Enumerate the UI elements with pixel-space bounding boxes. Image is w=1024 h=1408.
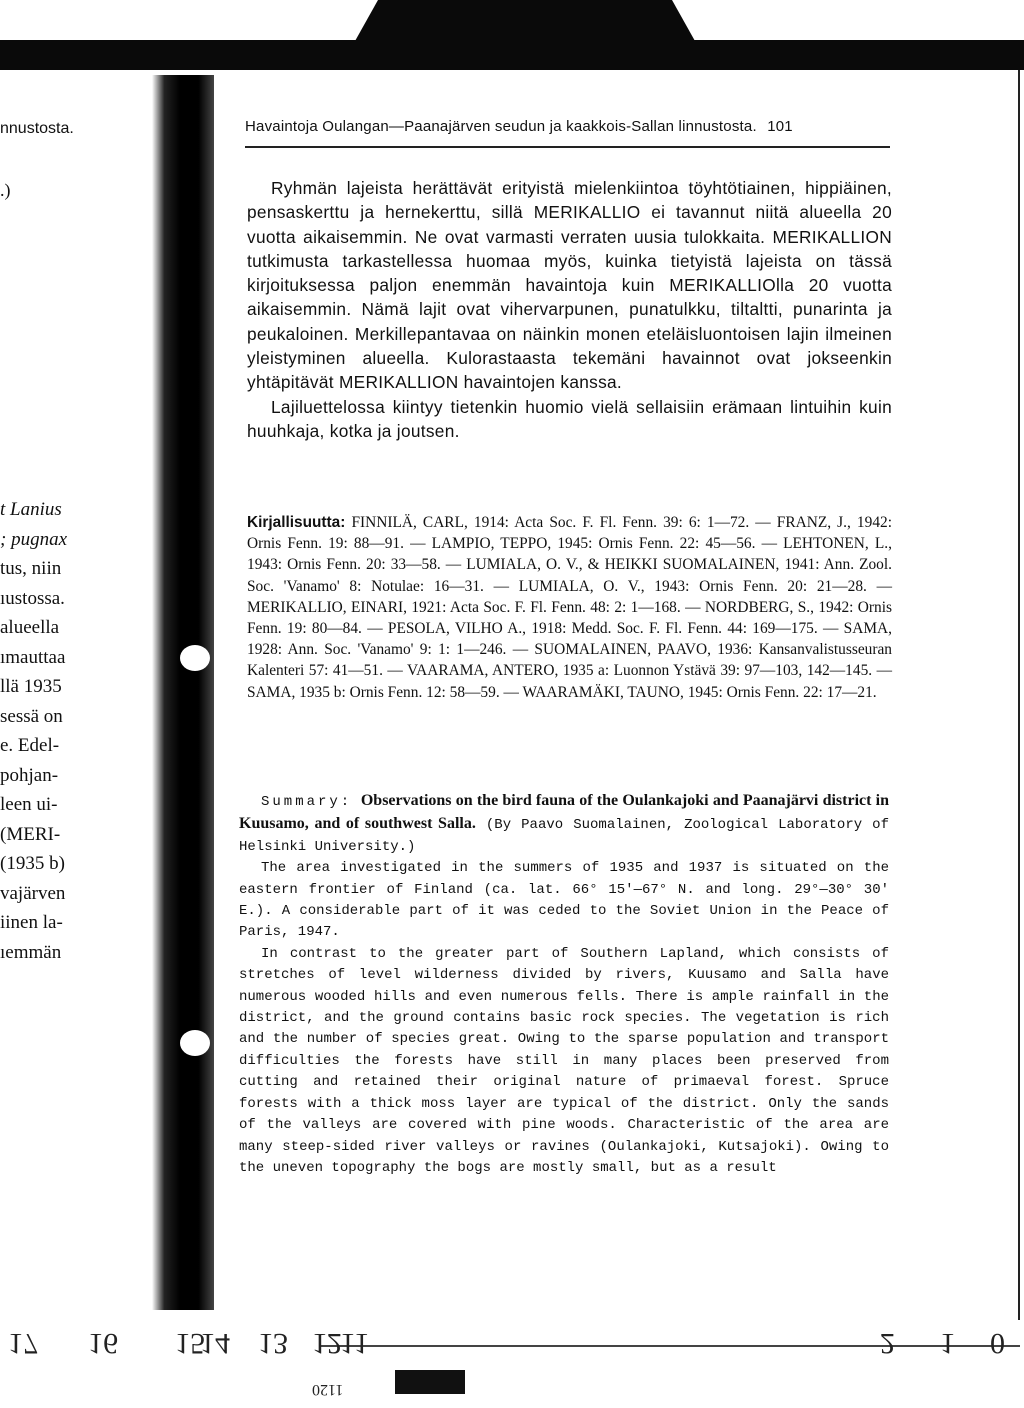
ruler-tab <box>395 1370 465 1394</box>
binding-notch <box>180 645 210 671</box>
references-text: FINNILÄ, CARL, 1914: Acta Soc. F. Fl. Fenn. 39: 6: 1—72. — FRANZ, J., 1942: Ornis Fenn. 19: 88—91. — LAMPIO, TEPPO, 1945: Ornis Fenn. 22: 45—56. — LEHTONEN, L., 1943: Ornis Fenn. 20: 33—58. — LUMIALA, O. V., & HEIKKI SUOMALAINEN, 1941: Ann. Zool. Soc. 'Vanamo' 8: Notulae: 16—31. — LUMIALA, O. V., 1943: Ornis Fenn. 20: 21—28. — MERIKALLIO, EINARI, 1921: Acta Soc. F. Fl. Fenn. 48: 2: 1—168. — NORDBERG, S., 1942: Ornis Fenn. 19: 80—84. — PESOLA, VILHO A., 1918: Medd. Soc. F. Fl. Fenn. 44: 169—175. — SAMA, 1928: Ann. Soc. 'Vanamo' 9: 1: 1—246. — SUOMALAINEN, PAAVO, 1936: Kansanvalistusseuran Kalenteri 57: 41—51. — VAARAMA, ANTERO, 1935 a: Luonnon Ystävä 39: 97—103, 142—145. — SAMA, 1935 b: Ornis Fenn. 12: 58—59. — WAARAMÄKI, TAUNO, 1945: Ornis Fenn. 22: 17—21. <box>247 514 892 701</box>
ruler-number: 17 <box>8 1327 38 1360</box>
book-binding-gutter <box>152 75 214 1310</box>
left-page-header: nnustosta. <box>0 120 74 137</box>
header-rule <box>245 146 890 148</box>
left-line: ıustossa. <box>0 587 65 609</box>
paragraph: In contrast to the greater part of Southern Lapland, which consists of stretches of level wilderness divided by rivers, Kuusamo and Salla have numerous wooded hills and even numerous fells. There is ample rainfall in the district, and the ground contains basic rock species. The vegetation is rich and the number of species great. Owing to the sparse population and transport difficulties the forests have still in many places been preserved from cutting and retained their original nature of primaeval forest. Spruce forests with a thick moss layer are typical of the district. Only the sands of the valleys are covered with pine woods. Characteristic of the area are many steep-sided river valleys or ravines (Oulankajoki, Kutsajoki). Owing to the uneven topography the bogs are mostly small, but as a result <box>239 945 889 1176</box>
ruler-number: 11 <box>340 1327 369 1360</box>
left-line: ımauttaa <box>0 646 66 668</box>
left-line: alueella <box>0 617 60 638</box>
ruler-corner-number: 1120 <box>312 1381 344 1398</box>
ruler-number: 15 <box>175 1327 205 1360</box>
paragraph: The area investigated in the summers of 1935 and 1937 is situated on the eastern frontier of Finland (ca. lat. 66° 15′—67° N. and long. 29°—30° 30′ E.). A considerable part of it was ceded to the Soviet Union in the Peace of Paris, 1947. <box>239 860 889 941</box>
ruler-number: 12 <box>312 1327 342 1360</box>
left-line: tus, niin <box>0 558 62 579</box>
left-page-fragment: .) <box>0 180 11 200</box>
running-head <box>245 118 890 135</box>
left-line: leen ui- <box>0 794 58 815</box>
scan-shadow-bar <box>0 40 1024 70</box>
page-number: 101 <box>767 118 793 135</box>
paragraph: Ryhmän lajeista herättävät erityistä mielenkiintoa töyhtötiainen, hippiäinen, pensaskerttu ja hernekerttu, sillä MERIKALLIO ei tavannut niitä alueella 20 vuotta aikaisemmin. Ne ovat varmasti verraten uusia tulokkaita. MERIKALLION tutkimusta tarkastellessa huomaa myös, kuinka tietyistä lajeista on tässä kirjoituksessa paljon enemmän havaintoja kuin MERIKALLIOlla 20 vuotta aikaisemmin. Nämä lajit ovat vihervarpunen, punatulkku, tiltaltti, punarinta ja peukaloinen. Merkillepantavaa on näinkin monen eteläisluontoisen lajin ilmeinen yleistyminen alueella. Kulorastaasta tekemäni havainnot ovat jokseenkin yhtäpitävät MERIKALLION havaintojen kanssa. <box>247 178 892 393</box>
paragraph: Lajiluettelossa kiintyy tietenkin huomio vielä sellaisiin erämaan lintuihin kuin huuhkaja, kotka ja joutsen. <box>247 396 892 441</box>
left-line: iinen la- <box>0 912 63 933</box>
ruler-number: 14 <box>200 1327 230 1360</box>
left-line: (MERI- <box>0 823 61 845</box>
ruler-number: 16 <box>88 1327 118 1360</box>
summary-byline: (By Paavo Suomalainen, Zoological Laboratory of Helsinki University.) <box>239 817 889 855</box>
finnish-body-text <box>247 176 892 443</box>
left-line: ; pugnax <box>0 528 68 550</box>
ruler-number: 2 <box>880 1327 895 1360</box>
english-summary <box>239 790 889 1179</box>
binding-notch <box>180 1030 210 1056</box>
references <box>247 512 892 703</box>
left-page-text <box>0 495 150 967</box>
page-edge <box>1018 70 1020 1320</box>
running-head-title: Havaintoja Oulangan—Paanajärven seudun ja kaakkois-Sallan linnustosta. <box>245 118 757 135</box>
left-line: vajärven <box>0 882 66 904</box>
summary-label: Summary: <box>261 794 353 810</box>
ruler-number: 13 <box>258 1327 288 1360</box>
left-line: t Lanius <box>0 499 62 520</box>
ruler-number: 1 <box>940 1327 955 1360</box>
summary-heading-paragraph <box>239 790 889 858</box>
left-line: llä 1935 <box>0 676 62 697</box>
references-label: Kirjallisuutta: <box>247 514 346 531</box>
summary-title: Observations on the bird fauna of the Oulankajoki and Paanajärvi district in Kuusamo, and of southwest Salla. <box>239 792 890 833</box>
left-line: sessä on <box>0 705 63 727</box>
left-line: ıemmän <box>0 941 62 963</box>
ruler-number: 0 <box>990 1327 1005 1360</box>
left-line: (1935 b) <box>0 853 65 874</box>
left-line: pohjan- <box>0 764 59 786</box>
left-line: e. Edel- <box>0 735 60 756</box>
scale-ruler <box>0 1318 1024 1408</box>
